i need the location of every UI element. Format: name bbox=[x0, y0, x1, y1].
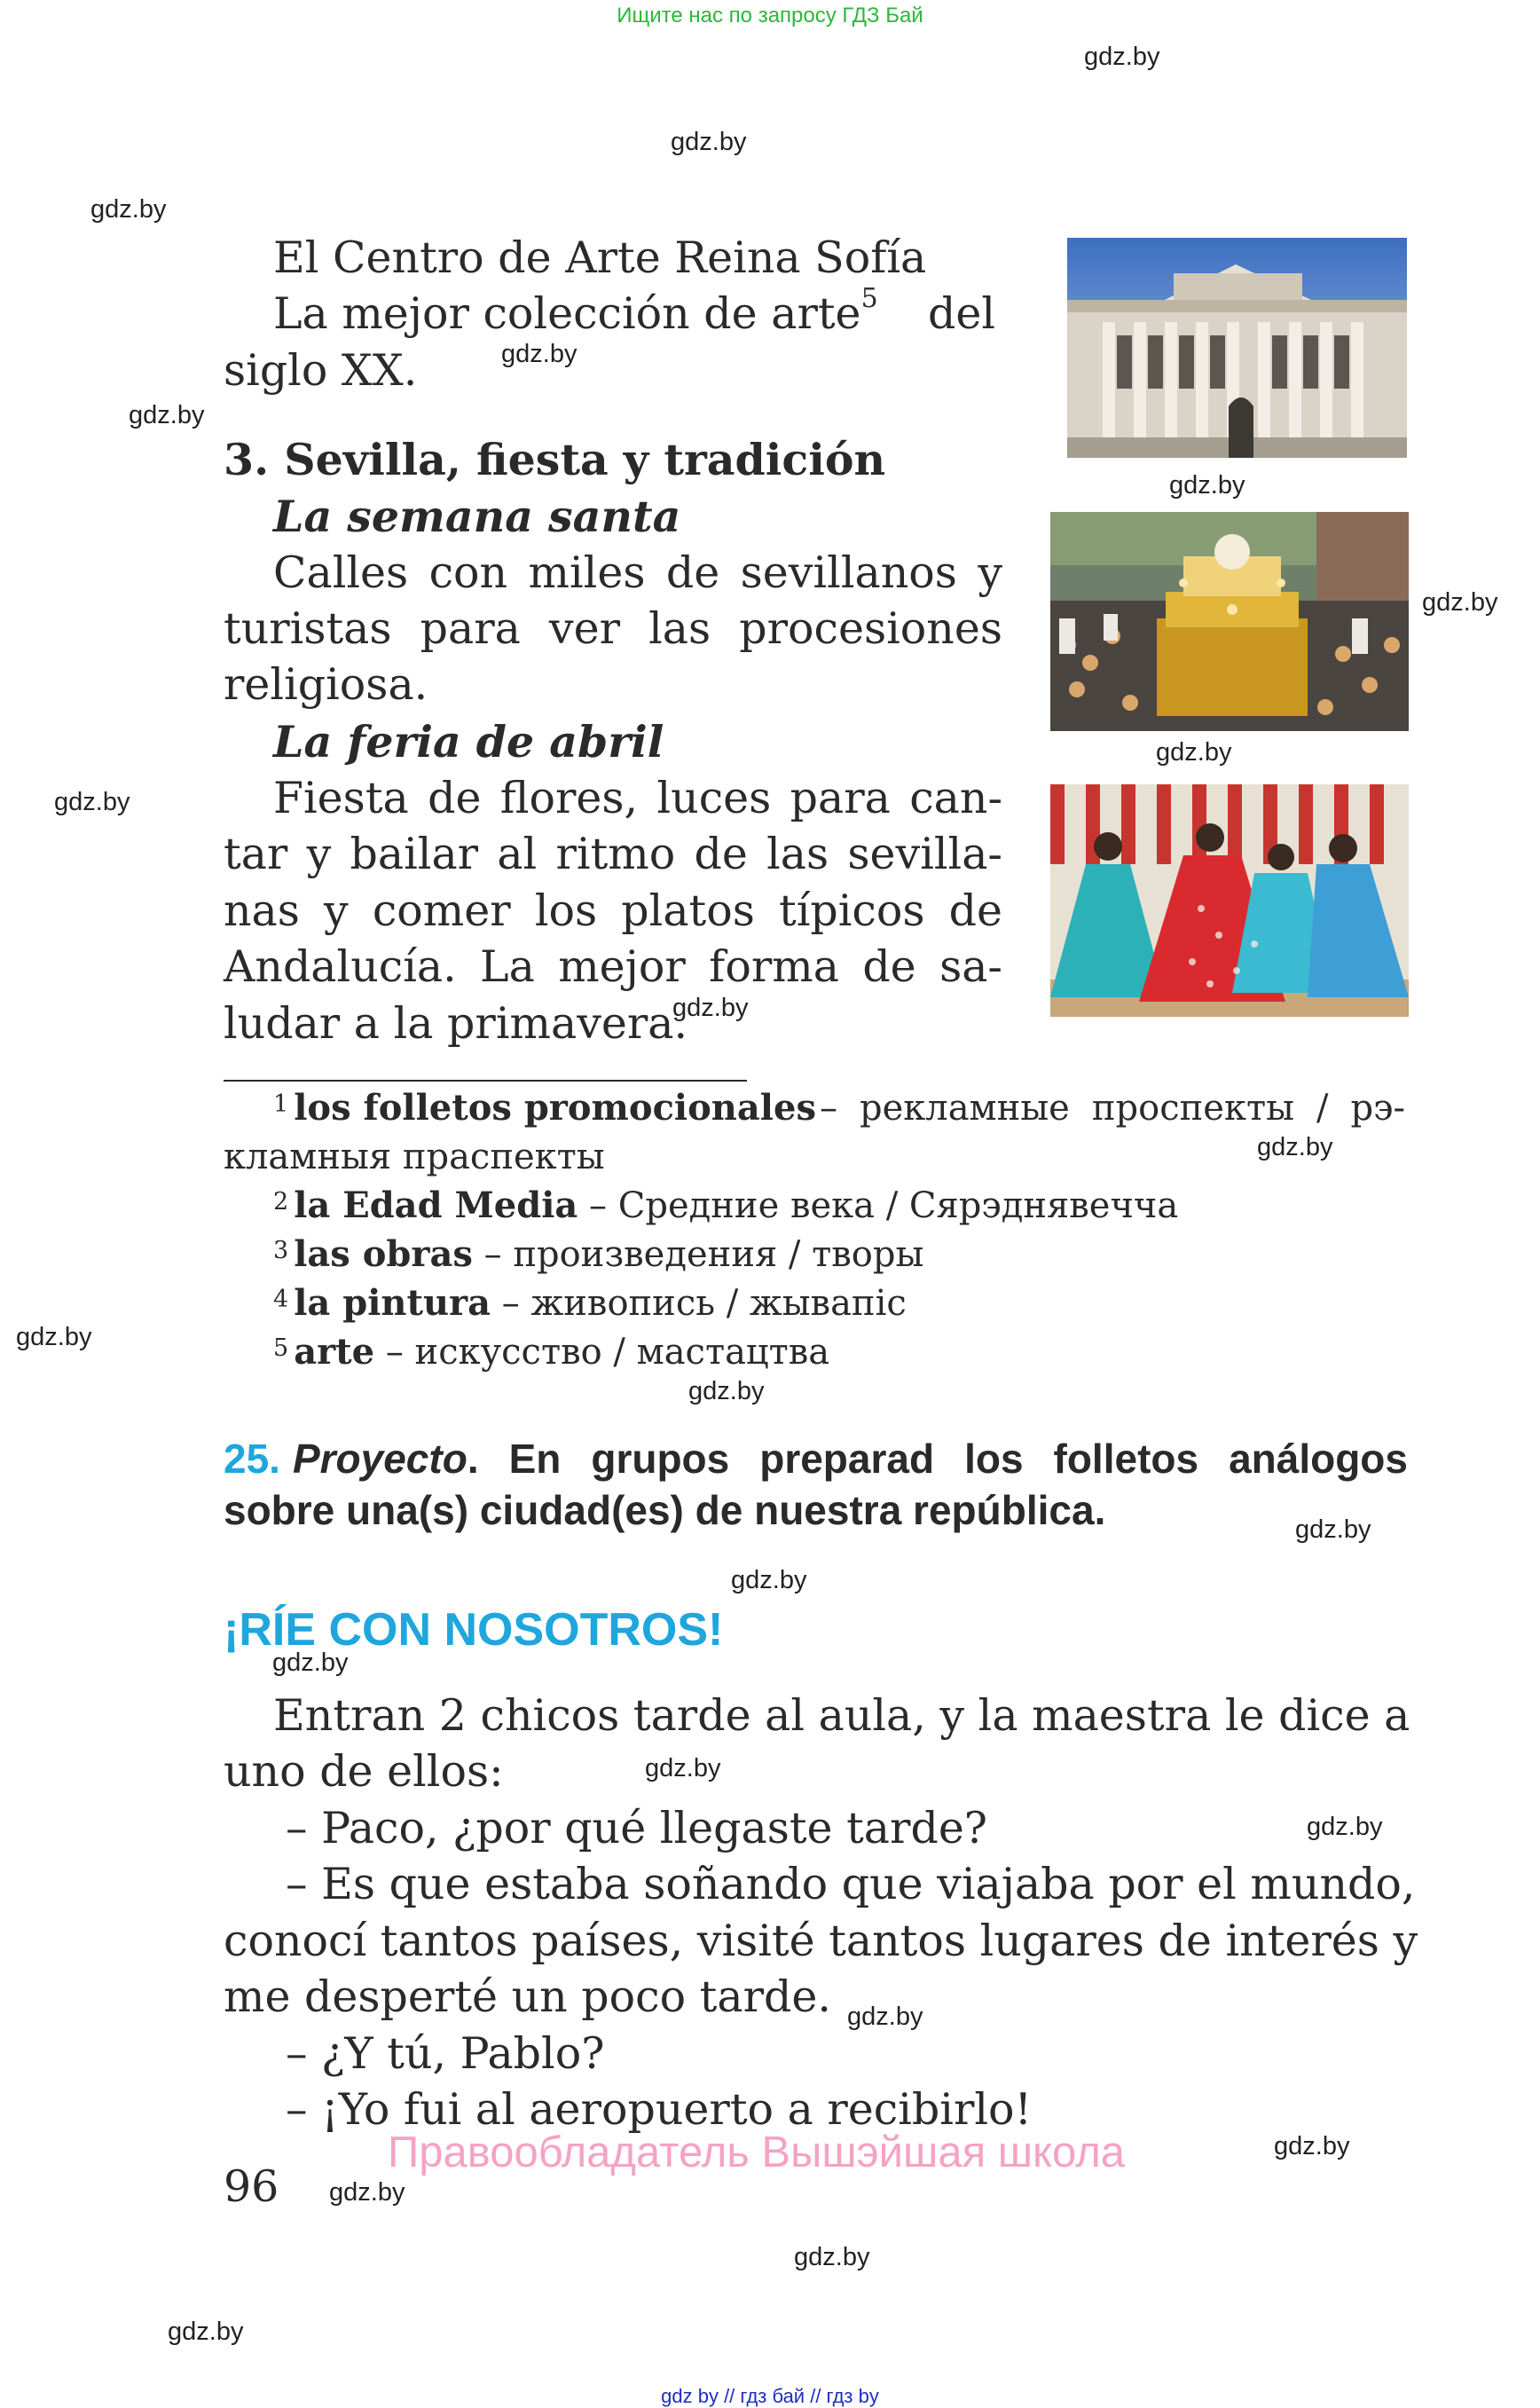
exercise-text: . En grupos preparad los folletos análogos bbox=[467, 1436, 1408, 1482]
watermark: gdz.by bbox=[272, 1649, 349, 1677]
watermark: gdz.by bbox=[672, 994, 749, 1022]
watermark: gdz.by bbox=[731, 1566, 807, 1594]
watermark: gdz.by bbox=[501, 340, 578, 368]
footnote-5: $^5$ arte – искусство / мастацтва bbox=[273, 1331, 830, 1373]
top-banner: Ищите нас по запросу ГДЗ Бай bbox=[617, 4, 923, 28]
paragraph-line: Fiesta de flores, luces para can- bbox=[273, 773, 1002, 823]
watermark: gdz.by bbox=[645, 1754, 721, 1782]
joke-line: Entran 2 chicos tarde al aula, y la maestra le dice a bbox=[273, 1690, 1410, 1741]
watermark: gdz.by bbox=[129, 401, 205, 429]
paragraph-line: nas y comer los platos típicos de bbox=[224, 885, 1002, 936]
photo-museum-building bbox=[1067, 238, 1407, 458]
watermark: gdz.by bbox=[1084, 43, 1160, 71]
exercise-25-line2: sobre una(s) ciudad(es) de nuestra república. bbox=[224, 1487, 1106, 1533]
paragraph-line: religiosa. bbox=[224, 659, 428, 710]
watermark: gdz.by bbox=[1295, 1515, 1371, 1544]
joke-line: – Es que estaba soñando que viajaba por el mundo, bbox=[286, 1859, 1416, 1909]
paragraph-line: turistas para ver las procesiones bbox=[224, 603, 1002, 654]
reina-sofia-desc-line3: siglo XX. bbox=[224, 345, 418, 396]
watermark: gdz.by bbox=[1274, 2132, 1350, 2160]
watermark: gdz.by bbox=[794, 2243, 870, 2271]
reina-sofia-desc-line bbox=[273, 283, 995, 339]
paragraph-line: tar y bailar al ritmo de las sevilla- bbox=[224, 829, 1002, 879]
footnote-1-continued: кламныя праспекты bbox=[224, 1137, 605, 1177]
footnote-1: $^1$ los folletos promocionales – рекламные проспекты / рэ- bbox=[273, 1087, 1405, 1129]
watermark: gdz.by bbox=[54, 788, 130, 816]
joke-line: uno de ellos: bbox=[224, 1746, 504, 1797]
subheading-feria-de-abril: La feria de abril bbox=[273, 716, 664, 767]
footnote-3: $^3$ las obras – произведения / творы bbox=[273, 1233, 924, 1275]
section-heading: 3. Sevilla, fiesta y tradición bbox=[224, 434, 886, 485]
joke-line: – ¡Yo fui al aeropuerto a recibirlo! bbox=[286, 2084, 1033, 2135]
reina-sofia-title: El Centro de Arte Reina Sofía bbox=[273, 232, 927, 283]
photo-feria-de-abril-dancers bbox=[1050, 784, 1409, 1017]
joke-line: conocí tantos países, visité tantos lugares de interés y bbox=[224, 1916, 1418, 1966]
exercise-25-line1 bbox=[224, 1435, 1408, 1483]
watermark: gdz.by bbox=[1169, 471, 1245, 500]
exercise-number: 25. bbox=[224, 1436, 280, 1482]
rights-holder-watermark: Правообладатель Вышэйшая школа bbox=[388, 2129, 1126, 2176]
paragraph-line: ludar a la primavera. bbox=[224, 998, 688, 1049]
paragraph-line: Andalucía. La mejor forma de sa- bbox=[224, 941, 1002, 992]
joke-line: me desperté un poco tarde. bbox=[224, 1971, 831, 2022]
watermark: gdz.by bbox=[168, 2318, 244, 2346]
watermark: gdz.by bbox=[1422, 588, 1498, 617]
page-number: 96 bbox=[224, 2161, 279, 2212]
bottom-banner: gdz by // гдз бай // гдз by bbox=[661, 2385, 879, 2407]
reina-sofia-desc-end: del bbox=[927, 288, 995, 339]
watermark: gdz.by bbox=[90, 195, 167, 224]
joke-heading: ¡RÍE CON NOSOTROS! bbox=[224, 1604, 724, 1656]
footnote-divider bbox=[224, 1080, 747, 1082]
watermark: gdz.by bbox=[1156, 738, 1232, 767]
watermark: gdz.by bbox=[1307, 1813, 1383, 1841]
watermark: gdz.by bbox=[16, 1323, 92, 1351]
watermark: gdz.by bbox=[1257, 1133, 1333, 1161]
exercise-label: Proyecto bbox=[292, 1436, 468, 1482]
watermark: gdz.by bbox=[847, 2003, 923, 2031]
watermark: gdz.by bbox=[671, 128, 747, 156]
reina-sofia-desc-text: La mejor colección de arte$^5$ bbox=[273, 283, 878, 339]
paragraph-line: Calles con miles de sevillanos y bbox=[273, 547, 1002, 598]
joke-line: – ¿Y tú, Pablo? bbox=[286, 2028, 605, 2079]
watermark: gdz.by bbox=[329, 2178, 405, 2207]
watermark: gdz.by bbox=[688, 1377, 765, 1405]
footnote-4: $^4$ la pintura – живопись / жывапіс bbox=[273, 1282, 907, 1324]
subheading-semana-santa: La semana santa bbox=[273, 491, 681, 542]
joke-line: – Paco, ¿por qué llegaste tarde? bbox=[286, 1803, 988, 1853]
photo-semana-santa-procession bbox=[1050, 512, 1409, 731]
footnote-2: $^2$ la Edad Media – Средние века / Сярэднявечча bbox=[273, 1184, 1179, 1226]
